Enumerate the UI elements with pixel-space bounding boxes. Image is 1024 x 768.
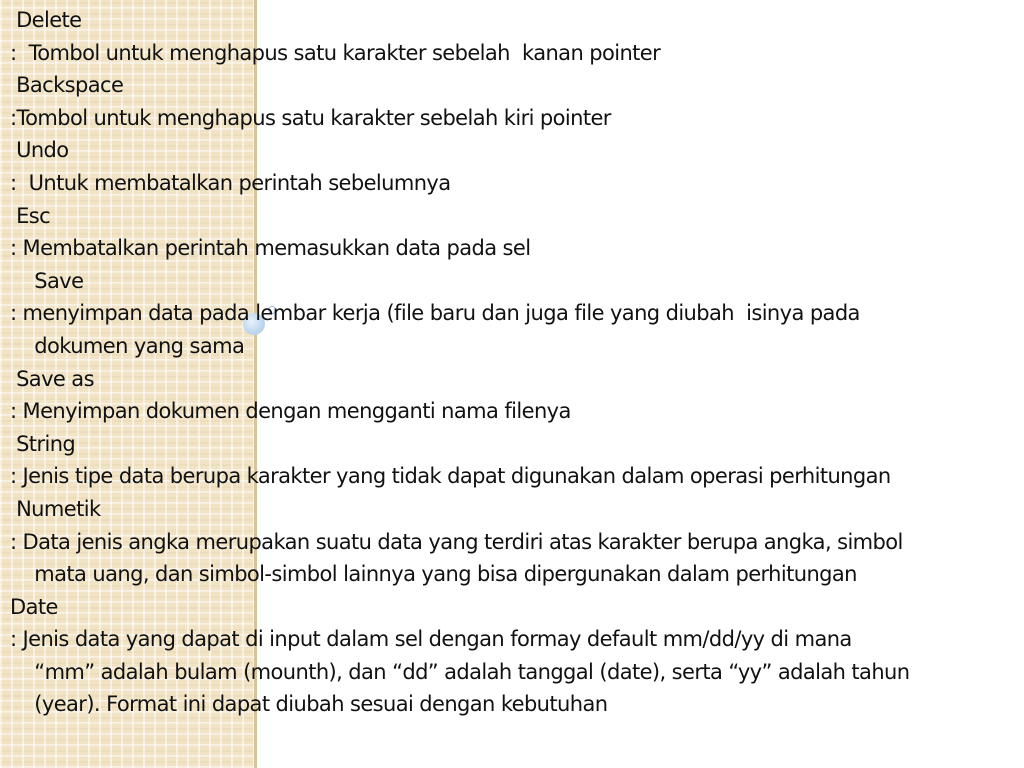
- definition-date: : Jenis data yang dapat di input dalam sel dengan formay default mm/dd/yy di mana: [10, 627, 852, 652]
- definition-numetik: : Data jenis angka merupakan suatu data yang terdiri atas karakter berupa angka, simbol: [10, 529, 903, 554]
- definition-save: : menyimpan data pada lembar kerja (file baru dan juga file yang diubah isinya pada: [10, 301, 860, 326]
- term-delete: Delete: [10, 8, 82, 32]
- definition-esc: : Membatalkan perintah memasukkan data pada sel: [10, 236, 531, 261]
- term-numetik: Numetik: [10, 496, 101, 521]
- term-undo: Undo: [10, 138, 69, 163]
- definition-backspace: :Tombol untuk menghapus satu karakter sebelah kiri pointer: [10, 105, 611, 130]
- definition-date-continued-2: (year). Format ini dapat diubah sesuai dengan kebutuhan: [10, 692, 608, 717]
- term-esc: Esc: [10, 203, 51, 228]
- definition-string: : Jenis tipe data berupa karakter yang tidak dapat digunakan dalam operasi perhitungan: [10, 464, 891, 489]
- definition-undo: : Untuk membatalkan perintah sebelumnya: [10, 170, 451, 195]
- term-string: String: [10, 431, 76, 456]
- definition-delete: : Tombol untuk menghapus satu karakter sebelah kanan pointer: [10, 40, 661, 65]
- term-save: Save: [10, 268, 84, 293]
- definition-save-as: : Menyimpan dokumen dengan mengganti nama filenya: [10, 399, 571, 424]
- term-date: Date: [10, 594, 58, 619]
- definition-numetik-continued: mata uang, dan simbol-simbol lainnya yang bisa dipergunakan dalam perhitungan: [10, 562, 857, 587]
- definition-date-continued: “mm” adalah bulam (mounth), dan “dd” adalah tanggal (date), serta “yy” adalah tahun: [10, 659, 910, 684]
- slide-text-body: [10, 4, 1018, 721]
- term-backspace: Backspace: [10, 73, 124, 98]
- definition-save-continued: dokumen yang sama: [10, 333, 245, 358]
- term-save-as: Save as: [10, 366, 94, 391]
